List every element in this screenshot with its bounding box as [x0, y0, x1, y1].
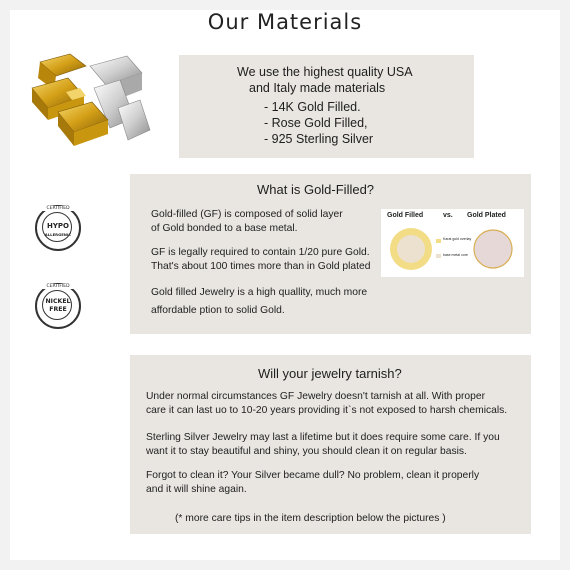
tarnish-para2-line1: Sterling Silver Jewelry may last a lifetime but it does require some care. If you: [146, 432, 500, 443]
badge-hypo-label: HYPO: [46, 222, 69, 230]
gold-filled-para2-line2: That's about 100 times more than in Gold plated: [151, 261, 371, 272]
care-tips-note: (* more care tips in the item description below the pictures ): [175, 513, 446, 524]
gold-filled-para1-line1: Gold-filled (GF) is composed of solid layer: [151, 209, 343, 220]
gold-filled-vs-plated-diagram: [381, 209, 524, 277]
gold-filled-heading: What is Gold-Filled?: [257, 182, 375, 197]
badge-nickel-label: NICKEL: [45, 298, 71, 305]
material-item: - 14K Gold Filled.: [264, 100, 361, 114]
nickel-free-badge: [35, 283, 81, 329]
diagram-label-gold-filled: Gold Filled: [387, 212, 424, 219]
materials-intro-line2: and Italy made materials: [249, 81, 386, 95]
badge-ring: [42, 290, 72, 320]
tarnish-para1-line1: Under normal circumstances GF Jewelry doesn't tarnish at all. With proper: [146, 391, 486, 402]
materials-intro-line1: We use the highest quality USA: [237, 65, 413, 79]
tarnish-para2-line2: want it to stay beautiful and shiny, you should clean it on regular basis.: [146, 446, 467, 457]
hypoallergenic-badge: [35, 205, 81, 251]
tarnish-para1-line2: care it can last uo to 10-20 years providing it`s not exposed to harsh chemicals.: [146, 405, 508, 416]
gold-filled-para3-line2: affordable ption to solid Gold.: [151, 305, 285, 316]
gold-filled-para1-line2: of Gold bonded to a base metal.: [151, 223, 298, 234]
diagram-legend-core: base metal core: [443, 253, 468, 257]
tarnish-heading: Will your jewelry tarnish?: [258, 366, 402, 381]
badge-certified-label: CERTIFIED: [37, 284, 79, 289]
tarnish-panel: [130, 355, 531, 534]
gold-filled-para2-line1: GF is legally required to contain 1/20 pure Gold.: [151, 247, 370, 258]
page-title: Our Materials: [207, 10, 363, 34]
tarnish-para3-line1: Forgot to clean it? Your Silver became dull? No problem, clean it properly: [146, 470, 480, 481]
diagram-cross-sections: [381, 209, 524, 277]
gold-silver-bars-image: [22, 48, 157, 158]
diagram-legend-overlay: Karat gold overlay: [443, 237, 472, 241]
material-item: - Rose Gold Filled,: [264, 116, 368, 130]
diagram-label-gold-plated: Gold Plated: [467, 212, 506, 219]
material-item: - 925 Sterling Silver: [264, 132, 374, 146]
badge-certified-label: CERTIFIED: [37, 206, 79, 211]
badge-free-label: FREE: [49, 306, 67, 313]
tarnish-para3-line2: and it will shine again.: [146, 484, 247, 495]
gold-filled-para3-line1: Gold filled Jewelry is a high quallity, much more: [151, 287, 368, 298]
materials-panel: [179, 55, 474, 158]
diagram-label-vs: vs.: [443, 212, 453, 219]
badge-allergenic-label: ALLERGENIC: [44, 232, 72, 237]
